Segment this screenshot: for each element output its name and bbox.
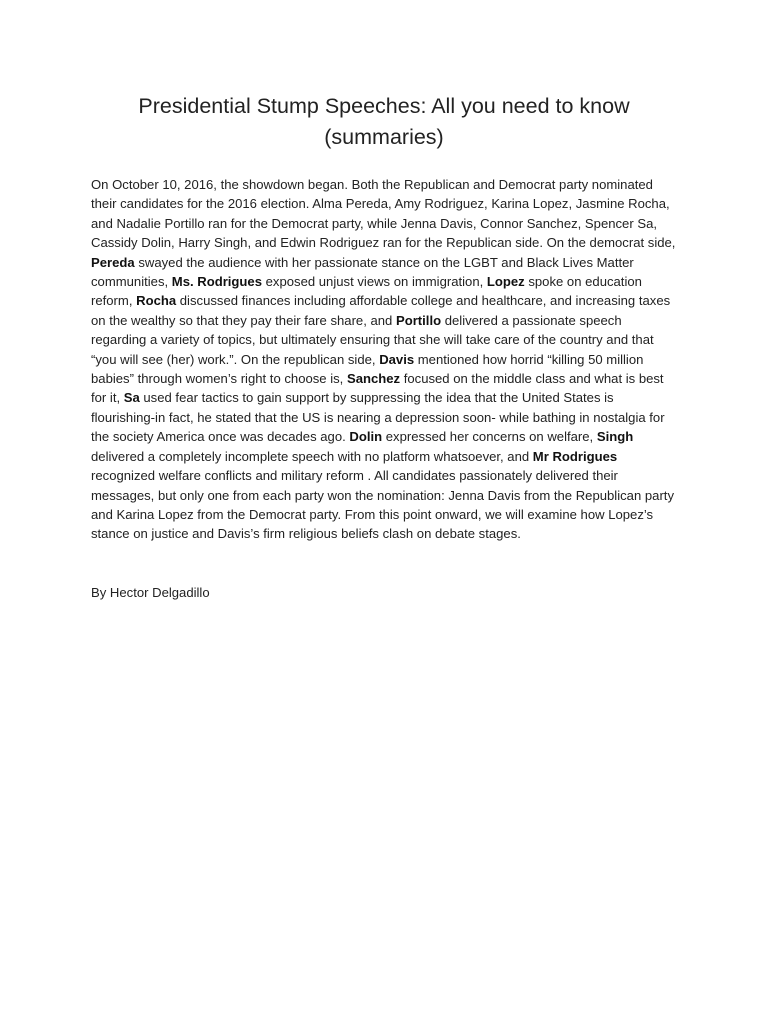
body-text-segment: recognized welfare conflicts and military reform . All candidates passionately delivered their messages, but only one from each party won the nomination: Jenna Davis from the Republican party and Karina Lopez from the Democrat party. From this point onward, we will examine how Lopez’s stance on justice and Davis’s firm religious beliefs clash on debate stages. — [91, 468, 674, 542]
candidate-name: Singh — [596, 429, 634, 445]
candidate-name: Ms. Rodrigues — [171, 274, 262, 290]
body-text-segment: discussed finances including affordable college and healthcare, and increasing taxes on the wealthy so that they pay their fare share, and — [91, 293, 671, 328]
candidate-name: Davis — [379, 351, 415, 367]
candidate-name: Dolin — [349, 429, 383, 445]
body-text-segment: expressed her concerns on welfare, — [382, 429, 597, 445]
body-text-segment: focused on the middle class and what is best for it, — [91, 371, 664, 406]
body-text-segment: swayed the audience with her passionate stance on the LGBT and Black Lives Matter communities, — [91, 254, 634, 290]
body-text-segment: delivered a passionate speech regarding a variety of topics, but ultimately ensuring that she will take care of the country and that “you will see (her) work.”. On the republican side, — [91, 312, 654, 367]
candidate-name: Sanchez — [346, 371, 401, 387]
body-paragraph — [91, 175, 679, 544]
author-byline: By Hector Delgadillo — [91, 585, 210, 600]
body-text-segment: used fear tactics to gain support by suppressing the idea that the United States is flourishing-in fact, he stated that the US is nearing a depression soon- while bathing in nostalgia for the society America once was decades ago. — [91, 390, 665, 445]
body-text-segment: delivered a completely incomplete speech with no platform whatsoever, and — [91, 448, 533, 464]
candidate-name: Pereda — [91, 254, 135, 270]
body-text-segment: spoke on education reform, — [91, 274, 642, 309]
candidate-name: Mr Rodrigues — [532, 448, 618, 464]
body-text-segment: On October 10, 2016, the showdown began. Both the Republican and Democrat party nominated their candidates for the 2016 election. Alma Pereda, Amy Rodriguez, Karina Lopez, Jasmine Rocha, and Nadalie Portillo ran for the Democrat party, while Jenna Davis, Connor Sanchez, Spencer Sa, Cassidy Dolin, Harry Singh, and Edwin Rodriguez ran for the Republican side. On the democrat side, — [91, 177, 676, 251]
candidate-name: Portillo — [395, 312, 442, 328]
body-text-segment: mentioned how horrid “killing 50 million babies” through women’s right to choose is, — [91, 351, 644, 387]
candidate-name: Sa — [123, 390, 140, 406]
candidate-name: Rocha — [136, 293, 177, 309]
candidate-name: Lopez — [486, 274, 525, 290]
document-title: Presidential Stump Speeches: All you need to know (summaries) — [138, 94, 630, 149]
body-text-segment: exposed unjust views on immigration, — [262, 274, 487, 290]
